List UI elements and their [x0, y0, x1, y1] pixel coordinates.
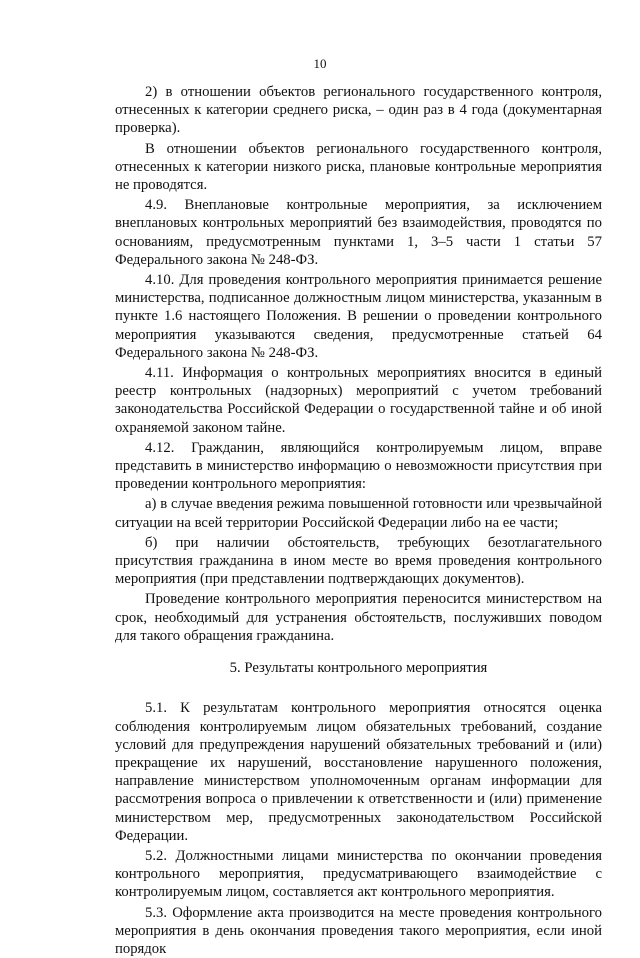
paragraph-4-11: 4.11. Информация о контрольных мероприятиях вносится в единый реестр контрольных (надзорных) мероприятий с учетом требований законодательства Российской Федерации о государственной тайне и об иной охраняемой законом тайне.: [115, 365, 602, 436]
section-heading: 5. Результаты контрольного мероприятия: [229, 660, 488, 677]
paragraph-5-3: 5.3. Оформление акта производится на месте проведения контрольного мероприятия в день окончания проведения такого мероприятия, если иной порядок: [115, 904, 602, 957]
paragraph-postponement: Проведение контрольного мероприятия переносится министерством на срок, необходимый для устранения обстоятельств, послуживших поводом для такого обращения гражданина.: [115, 591, 602, 644]
paragraph-4-12-a: а) в случае введения режима повышенной готовности или чрезвычайной ситуации на всей территории Российской Федерации либо на ее части;: [115, 496, 602, 531]
paragraph-4-12: 4.12. Гражданин, являющийся контролируемым лицом, вправе представить в министерство информацию о невозможности присутствия при проведении контрольного мероприятия:: [115, 439, 602, 493]
paragraph-risk-low: В отношении объектов регионального государственного контроля, отнесенных к категории низкого риска, плановые контрольные мероприятия не проводятся.: [115, 140, 602, 194]
page-number: 10: [313, 56, 327, 71]
document-body: [115, 83, 602, 958]
paragraph-4-9: 4.9. Внеплановые контрольные мероприятия, за исключением внеплановых контрольных мероприятий без взаимодействия, проводятся по основаниям, предусмотренным пунктами 1, 3–5 части 1 статьи 57 Федерального закона № 248-ФЗ.: [115, 197, 602, 268]
paragraph-4-12-b: б) при наличии обстоятельств, требующих безотлагательного присутствия гражданина в ином месте во время проведения контрольного мероприятия (при представлении подтверждающих документов).: [115, 534, 602, 588]
paragraph-risk-medium: 2) в отношении объектов регионального государственного контроля, отнесенных к категории среднего риска, – один раз в 4 года (документарная проверка).: [115, 84, 602, 137]
paragraph-4-10: 4.10. Для проведения контрольного мероприятия принимается решение министерства, подписанное должностным лицом министерства, указанным в пункте 1.6 настоящего Положения. В решении о проведении контрольного мероприятия указываются сведения, предусмотренные статьей 64 Федерального закона № 248-ФЗ.: [115, 272, 602, 361]
paragraph-5-2: 5.2. Должностными лицами министерства по окончании проведения контрольного мероприятия, предусматривающего взаимодействие с контролируемым лицом, составляется акт контрольного мероприятия.: [115, 847, 602, 901]
paragraph-5-1: 5.1. К результатам контрольного мероприятия относятся оценка соблюдения контролируемым лицом обязательных требований, создание условий для предупреждения нарушений обязательных требований и (или) прекращение их нарушений, восстановление нарушенного положения, направление министерством уполномоченным органам информации для рассмотрения вопроса о привлечении к ответственности и (или) применение министерством мер, предусмотренных законодательством Российской Федерации.: [115, 700, 602, 844]
